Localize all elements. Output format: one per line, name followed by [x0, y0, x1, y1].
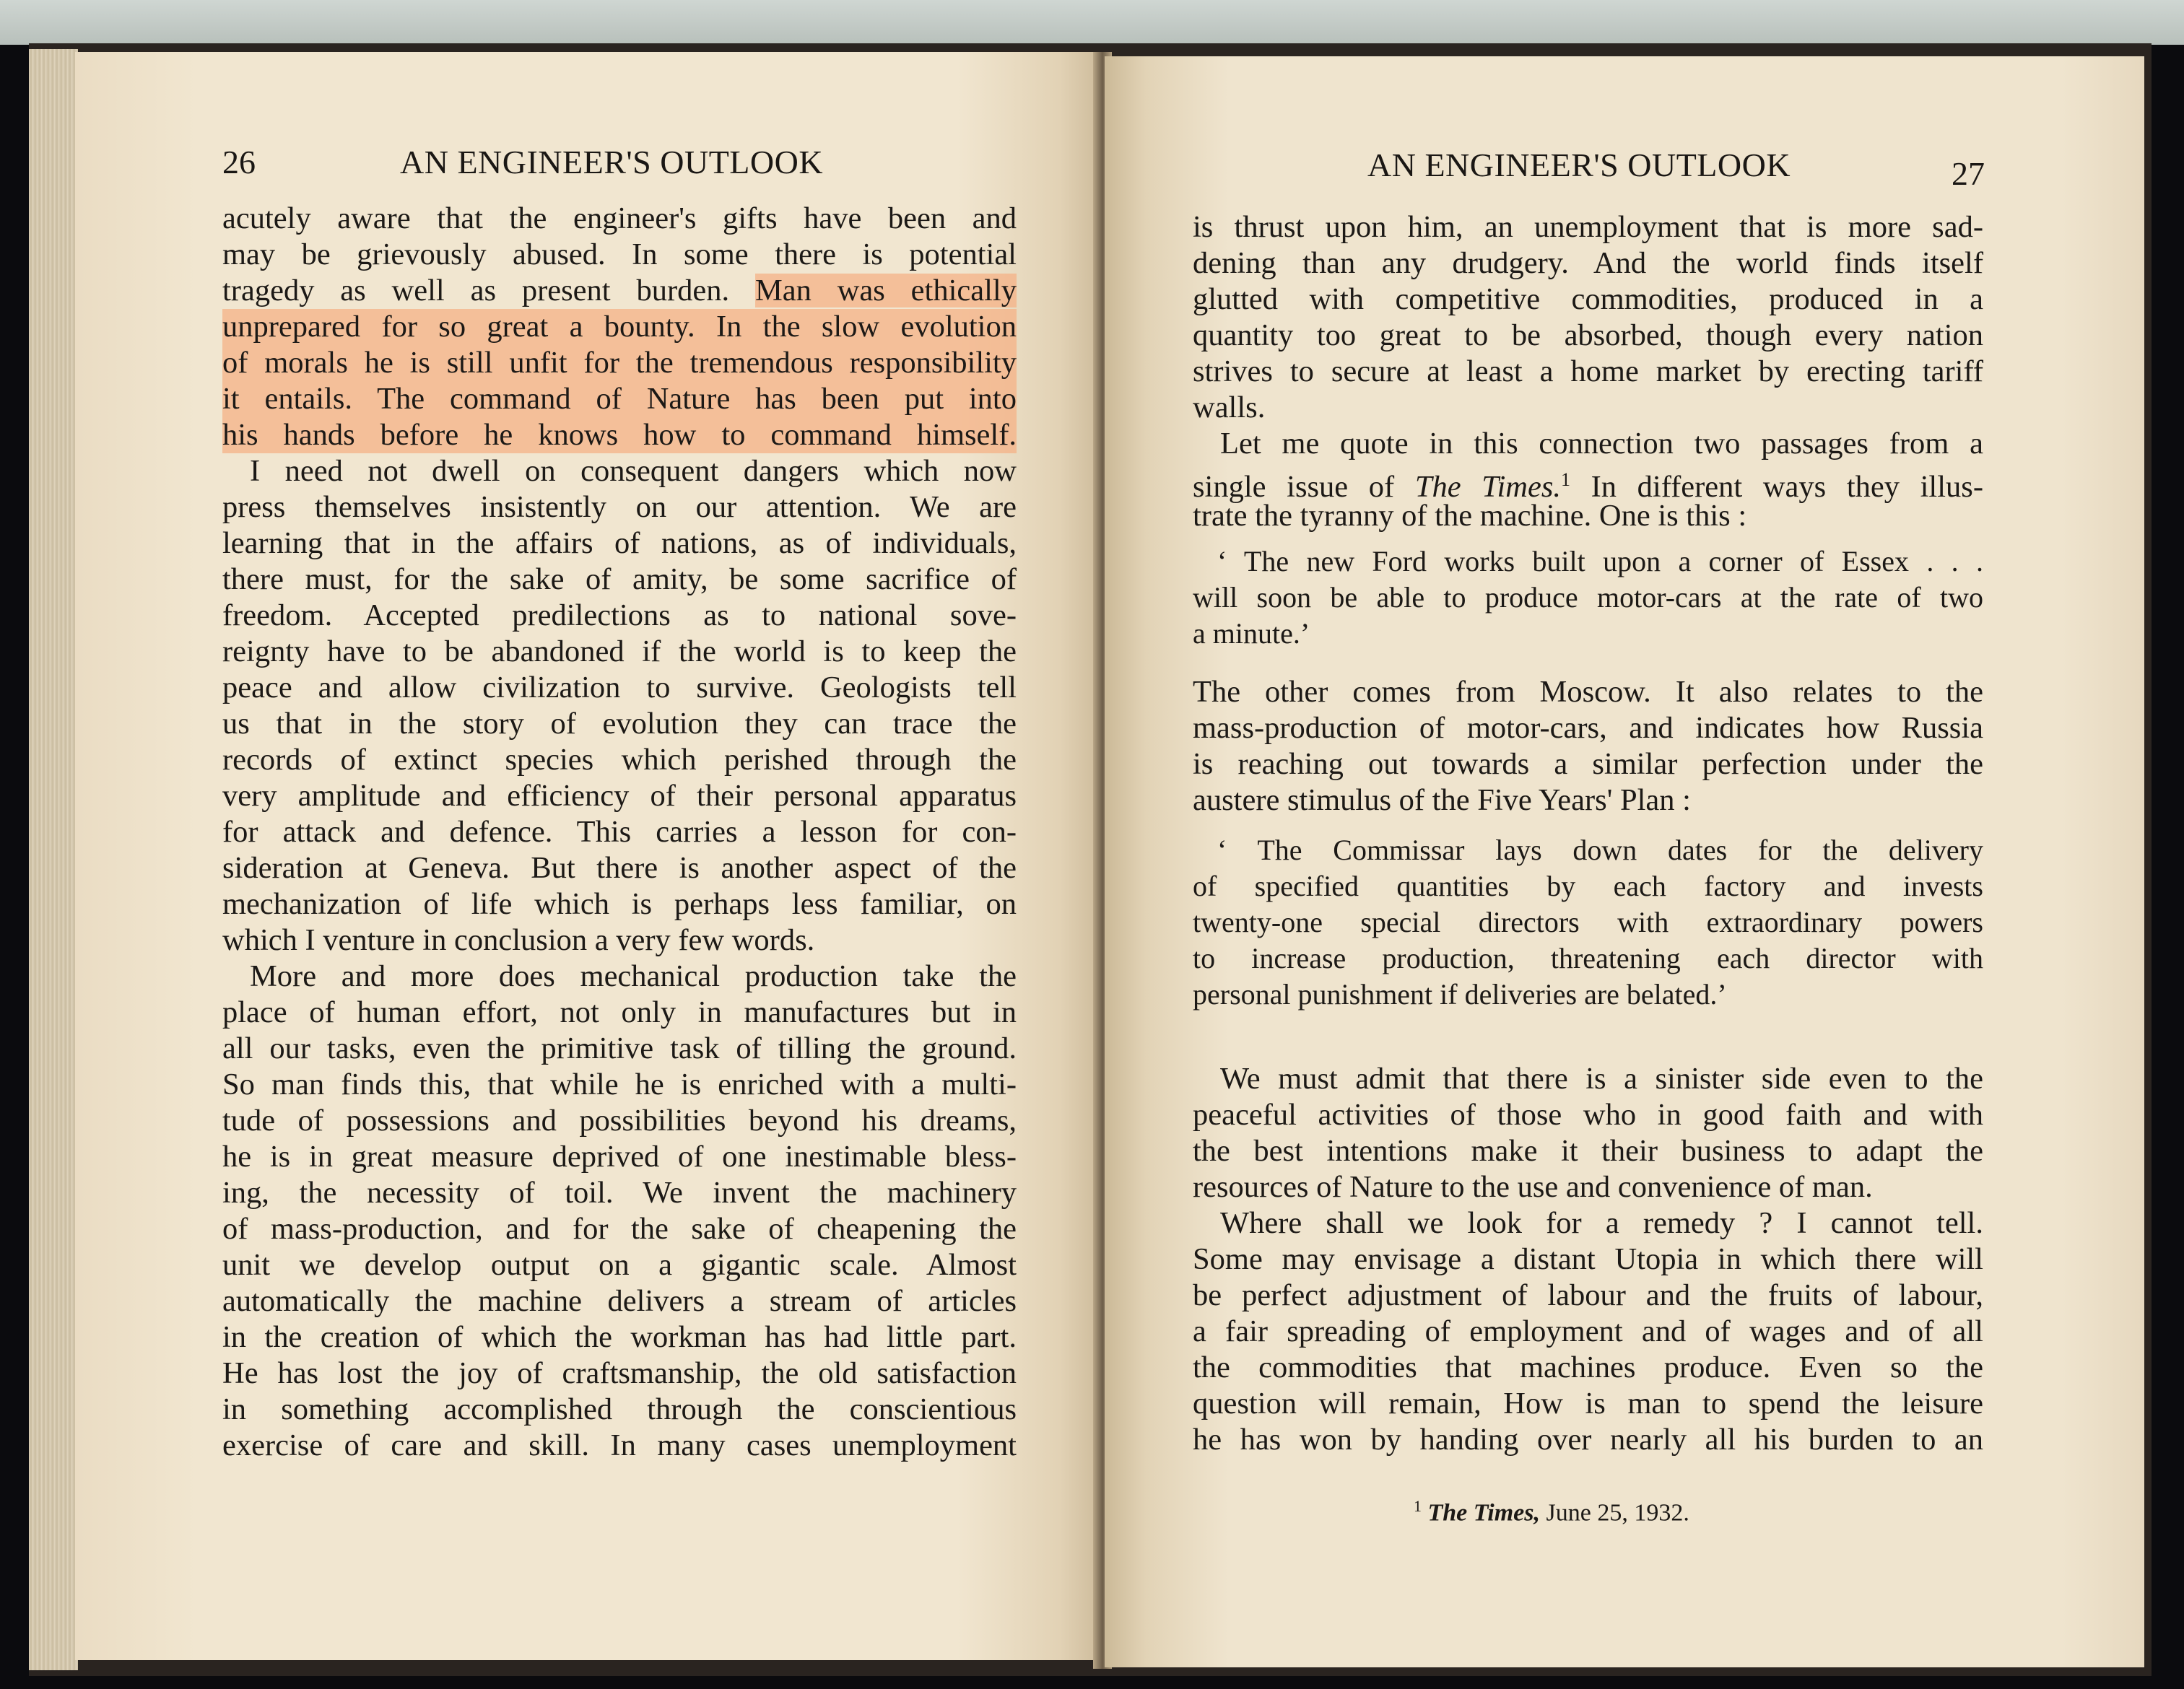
- text-line: walls.: [1193, 390, 1266, 424]
- right-body-text: [1193, 674, 1983, 819]
- text-line: mass-production of motor-cars, and indicates how Russia: [1193, 711, 1983, 745]
- text-line: dening than any drudgery. And the world finds itself: [1193, 246, 1983, 280]
- text-line: So man finds this, that while he is enriched with a multi-: [222, 1068, 1017, 1101]
- quote-line: to increase production, threatening each director with: [1193, 942, 1983, 974]
- highlight: Man was ethically: [754, 274, 1017, 307]
- text-line: which I venture in conclusion a very few words.: [222, 923, 815, 957]
- text-line: mechanization of life which is perhaps less familiar, on: [222, 887, 1017, 921]
- text-line: I need not dwell on consequent dangers which now: [250, 454, 1017, 488]
- quote-line: personal punishment if deliveries are belated.’: [1193, 978, 1727, 1011]
- text-line: austere stimulus of the Five Years' Plan :: [1193, 783, 1691, 817]
- text-line: a fair spreading of employment and of wages and of all: [1193, 1314, 1983, 1348]
- text-line: automatically the machine delivers a stream of articles: [222, 1284, 1017, 1318]
- text-line: for attack and defence. This carries a lesson for con-: [222, 815, 1017, 849]
- text-line: Let me quote in this connection two passages from a: [1220, 427, 1983, 461]
- text-line: tragedy as well as present burden. Man was ethically: [222, 274, 1017, 307]
- footnote-title: The Times,: [1427, 1499, 1540, 1527]
- text-line: he is in great measure deprived of one inestimable bless-: [222, 1140, 1017, 1174]
- page-number: 27: [1952, 155, 1985, 192]
- quote-line: twenty-one special directors with extraordinary powers: [1193, 906, 1983, 938]
- text-line: tude of possessions and possibilities beyond his dreams,: [222, 1104, 1017, 1138]
- text-line: of mass-production, and for the sake of cheapening the: [222, 1212, 1017, 1246]
- text-line: peace and allow civilization to survive. Geologists tell: [222, 671, 1017, 704]
- text-line: press themselves insistently on our attention. We are: [222, 490, 1017, 524]
- text-line: the commodities that machines produce. Even so the: [1193, 1350, 1983, 1384]
- text-line: trate the tyranny of the machine. One is this :: [1193, 499, 1747, 533]
- text-line: is reaching out towards a similar perfection under the: [1193, 747, 1983, 781]
- running-head: AN ENGINEER'S OUTLOOK: [1367, 147, 1791, 183]
- text-line: resources of Nature to the use and convenience of man.: [1193, 1170, 1873, 1204]
- scanner-bed: [0, 0, 2184, 45]
- block-quote: [1193, 833, 1983, 1013]
- text-line: be perfect adjustment of labour and the fruits of labour,: [1193, 1278, 1983, 1312]
- text-line: We must admit that there is a sinister side even to the: [1220, 1062, 1983, 1096]
- text-line: learning that in the affairs of nations, as of individuals,: [222, 526, 1017, 560]
- text-line: may be grievously abused. In some there is potential: [222, 237, 1017, 271]
- highlighted-line: unprepared for so great a bounty. In the slow evolution: [222, 310, 1017, 344]
- left-body-text: [222, 201, 1017, 1464]
- text-line: question will remain, How is man to spend the leisure: [1193, 1387, 1983, 1420]
- text-line: there must, for the sake of amity, be some sacrifice of: [222, 562, 1017, 596]
- quote-line: a minute.’: [1193, 617, 1310, 650]
- footnote-date: June 25, 1932.: [1546, 1499, 1689, 1527]
- text-line: is thrust upon him, an unemployment that is more sad-: [1193, 210, 1983, 244]
- right-body-text: [1193, 209, 1983, 534]
- text-line: us that in the story of evolution they can trace the: [222, 707, 1017, 741]
- italic-title: The Times.: [1414, 470, 1562, 505]
- footnote-reference: 1: [1561, 469, 1571, 490]
- text-line: The other comes from Moscow. It also relates to the: [1193, 675, 1983, 709]
- text-line: he has won by handing over nearly all his burden to an: [1193, 1423, 1983, 1457]
- text-line: in something accomplished through the conscientious: [222, 1392, 1017, 1426]
- text-line: ing, the necessity of toil. We invent the machinery: [222, 1176, 1017, 1210]
- text-line: records of extinct species which perished through the: [222, 743, 1017, 777]
- text-line: all our tasks, even the primitive task of tilling the ground.: [222, 1031, 1017, 1065]
- block-quote: [1193, 544, 1983, 653]
- text-line: More and more does mechanical production take the: [250, 959, 1017, 993]
- page-number: 26: [222, 144, 256, 180]
- text-line: strives to secure at least a home market by erecting tariff: [1193, 354, 1983, 388]
- text-line: in the creation of which the workman has had little part.: [222, 1320, 1017, 1354]
- text-line: sideration at Geneva. But there is another aspect of the: [222, 851, 1017, 885]
- quote-line: will soon be able to produce motor-cars at the rate of two: [1193, 581, 1983, 614]
- text-line: the best intentions make it their business to adapt the: [1193, 1134, 1983, 1168]
- footnote: [1414, 1497, 1689, 1527]
- highlighted-line: of morals he is still unfit for the tremendous responsibility: [222, 346, 1017, 380]
- quote-line: ‘ The new Ford works built upon a corner of Essex . . .: [1217, 545, 1983, 577]
- right-page: [1105, 56, 2144, 1667]
- left-page: [75, 52, 1100, 1660]
- page-edges: [29, 49, 78, 1670]
- text-line: He has lost the joy of craftsmanship, the old satisfaction: [222, 1356, 1017, 1390]
- running-head: AN ENGINEER'S OUTLOOK: [400, 144, 824, 180]
- text-line: place of human effort, not only in manufactures but in: [222, 995, 1017, 1029]
- footnote-mark: 1: [1414, 1497, 1422, 1515]
- quote-line: of specified quantities by each factory and invests: [1193, 870, 1983, 902]
- text-line: unit we develop output on a gigantic scale. Almost: [222, 1248, 1017, 1282]
- highlighted-line: it entails. The command of Nature has been put into: [222, 382, 1017, 416]
- text-line: exercise of care and skill. In many cases unemployment: [222, 1428, 1017, 1462]
- text-line: quantity too great to be absorbed, though every nation: [1193, 318, 1983, 352]
- highlighted-line: his hands before he knows how to command himself.: [222, 418, 1017, 452]
- text-line: Where shall we look for a remedy ? I cannot tell.: [1220, 1206, 1983, 1240]
- text-line: very amplitude and efficiency of their personal apparatus: [222, 779, 1017, 813]
- text-line: freedom. Accepted predilections as to national sove-: [222, 598, 1017, 632]
- text-line: Some may envisage a distant Utopia in which there will: [1193, 1242, 1983, 1276]
- right-body-text: [1193, 1061, 1983, 1458]
- text-line: peaceful activities of those who in good faith and with: [1193, 1098, 1983, 1132]
- text-line: single issue of The Times.$^1$ In different ways they illus-: [1193, 469, 1983, 505]
- text-line: glutted with competitive commodities, produced in a: [1193, 282, 1983, 316]
- quote-line: ‘ The Commissar lays down dates for the delivery: [1217, 834, 1983, 866]
- text-line: reignty have to be abandoned if the world is to keep the: [222, 634, 1017, 668]
- text-line: acutely aware that the engineer's gifts have been and: [222, 201, 1017, 235]
